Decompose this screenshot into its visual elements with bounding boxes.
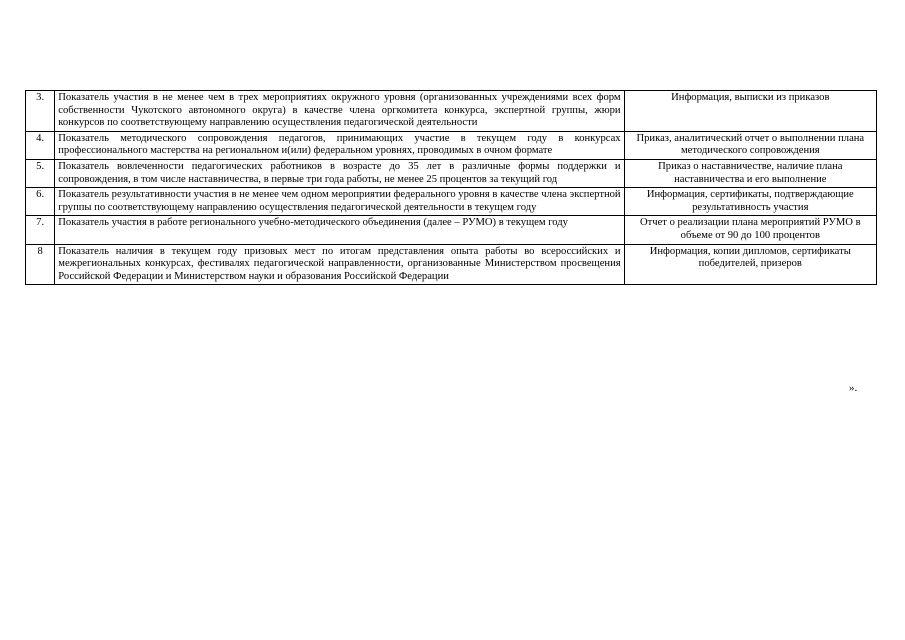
table-row	[26, 131, 877, 159]
confirmation-document: Информация, копии дипломов, сертификаты победителей, призеров	[624, 244, 876, 285]
row-number: 3.	[26, 91, 55, 132]
indicator-text: Показатель вовлеченности педагогических работников в возрасте до 35 лет в различные формы поддержки и сопровождения, в том числе наставничества, в первые три года работы, не менее 25 процентов за текущий год	[55, 159, 624, 187]
table-row	[26, 91, 877, 132]
confirmation-document: Приказ, аналитический отчет о выполнении плана методического сопровождения	[624, 131, 876, 159]
confirmation-document: Приказ о наставничестве, наличие плана наставничества и его выполнение	[624, 159, 876, 187]
confirmation-document: Информация, выписки из приказов	[624, 91, 876, 132]
confirmation-document: Информация, сертификаты, подтверждающие результативность участия	[624, 188, 876, 216]
criteria-table	[25, 90, 877, 285]
indicator-text: Показатель участия в работе регионального учебно-методического объединения (далее – РУМО) в текущем году	[55, 216, 624, 244]
table-row	[26, 216, 877, 244]
indicator-text: Показатель наличия в текущем году призовых мест по итогам представления опыта работы во всероссийских и межрегиональных конкурсах, фестивалях педагогической направленности, организованные Министерством просвещения Российской Федерации и Министерством науки и образования Российской Федерации	[55, 244, 624, 285]
row-number: 6.	[26, 188, 55, 216]
row-number: 4.	[26, 131, 55, 159]
table-row	[26, 159, 877, 187]
row-number: 8	[26, 244, 55, 285]
row-number: 7.	[26, 216, 55, 244]
table-row	[26, 244, 877, 285]
indicator-text: Показатель участия в не менее чем в трех мероприятиях окружного уровня (организованных учреждениями всех форм собственности Чукотского автономного округа) в качестве члена оргкомитета конкурса, экспертной группы, жюри конкурсов по соответствующему направлению осуществления педагогической деятельности	[55, 91, 624, 132]
row-number: 5.	[26, 159, 55, 187]
indicator-text: Показатель результативности участия в не менее чем одном мероприятии федерального уровня в качестве члена экспертной группы по соответствующему направлению осуществления педагогической деятельности в текущем году	[55, 188, 624, 216]
table-row	[26, 188, 877, 216]
closing-quote-mark: ».	[849, 382, 858, 394]
indicator-text: Показатель методического сопровождения педагогов, принимающих участие в текущем году в конкурсах профессионального мастерства на региональном и(или) федеральном уровнях, проводимых в очном формате	[55, 131, 624, 159]
confirmation-document: Отчет о реализации плана мероприятий РУМО в объеме от 90 до 100 процентов	[624, 216, 876, 244]
